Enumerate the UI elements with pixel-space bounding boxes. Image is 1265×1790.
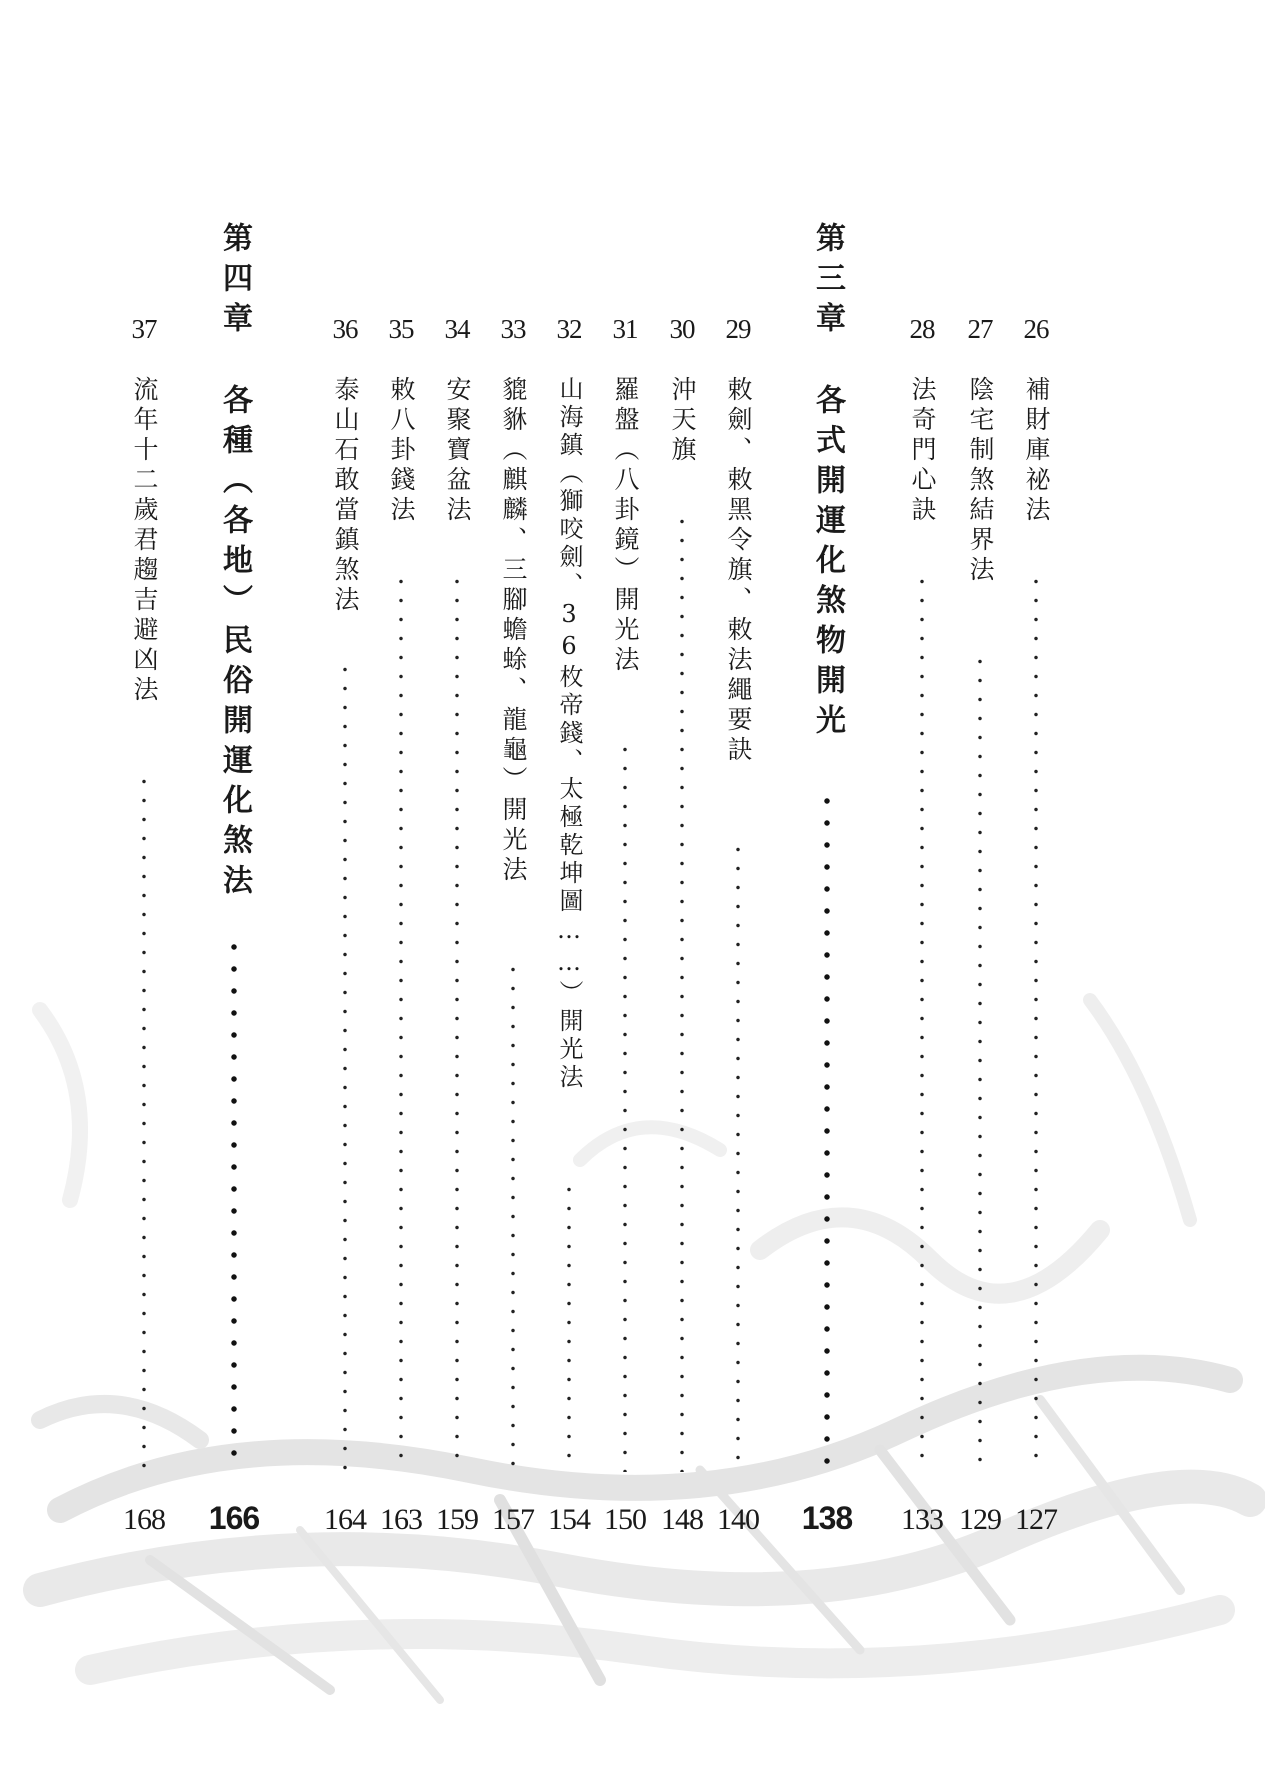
dot-leader (736, 840, 740, 1472)
dot-leader (511, 960, 515, 1472)
entry-number: 26 (1023, 314, 1049, 344)
page-number: 150 (604, 1503, 646, 1536)
dot-leader (623, 740, 627, 1472)
page-number: 157 (492, 1503, 534, 1536)
page-number: 159 (436, 1503, 478, 1536)
toc-entry[interactable] (1016, 0, 1056, 1790)
toc-entry[interactable] (124, 0, 164, 1790)
chapter-heading[interactable] (208, 0, 260, 1790)
dot-leader (567, 1180, 571, 1472)
toc-entry[interactable] (437, 0, 477, 1790)
chapter-label: 第三章 (810, 222, 845, 342)
toc-entry[interactable] (549, 0, 589, 1790)
entry-title: 補財庫祕法 (1022, 376, 1051, 526)
dot-leader (920, 572, 924, 1472)
entry-title: 敕劍、敕黑令旗、敕法繩要訣 (724, 376, 753, 766)
toc-entry[interactable] (325, 0, 365, 1790)
entry-number: 34 (444, 314, 470, 344)
page-number: 127 (1015, 1503, 1057, 1536)
entry-number: 28 (909, 314, 935, 344)
entry-number: 27 (967, 314, 993, 344)
dot-leader (343, 660, 347, 1472)
toc-entry[interactable] (605, 0, 645, 1790)
toc-entry[interactable] (493, 0, 533, 1790)
entry-number: 30 (669, 314, 695, 344)
chapter-heading[interactable] (801, 0, 853, 1790)
entry-number: 32 (556, 314, 582, 344)
entry-number: 31 (612, 314, 638, 344)
chapter-title: 各種（各地）民俗開運化煞法 (217, 384, 252, 904)
chapter-label: 第四章 (217, 222, 252, 342)
entry-number: 29 (725, 314, 751, 344)
entry-title: 敕八卦錢法 (387, 376, 416, 526)
entry-number: 33 (500, 314, 526, 344)
dot-leader (978, 652, 982, 1472)
entry-title: 陰宅制煞結界法 (966, 376, 995, 586)
toc-entry[interactable] (381, 0, 421, 1790)
dot-leader (455, 572, 459, 1472)
page-number: 129 (959, 1503, 1001, 1536)
entry-title: 沖天旗 (668, 376, 697, 466)
page-number: 166 (208, 1500, 260, 1536)
entry-title: 貔貅（麒麟、三腳蟾蜍、龍龜）開光法 (499, 376, 528, 886)
page-number: 154 (548, 1503, 590, 1536)
dot-leader (1034, 572, 1038, 1472)
toc-entry[interactable] (718, 0, 758, 1790)
dot-leader (399, 572, 403, 1472)
page-number: 148 (661, 1503, 703, 1536)
page-number: 138 (801, 1500, 853, 1536)
dot-leader (680, 512, 684, 1472)
page-number: 164 (324, 1503, 366, 1536)
dot-leader (142, 772, 146, 1472)
entry-number: 37 (131, 314, 157, 344)
entry-title: 安聚寶盆法 (443, 376, 472, 526)
page-number: 163 (380, 1503, 422, 1536)
entry-number: 35 (388, 314, 414, 344)
chapter-title: 各式開運化煞物開光 (810, 384, 845, 744)
entry-title: 泰山石敢當鎮煞法 (331, 376, 360, 616)
page-number: 140 (717, 1503, 759, 1536)
entry-title: 羅盤（八卦鏡）開光法 (611, 376, 640, 676)
entry-title: 山海鎮（獅咬劍、36枚帝錢、太極乾坤圖……）開光法 (555, 376, 583, 1092)
page-number: 133 (901, 1503, 943, 1536)
page-number: 168 (123, 1503, 165, 1536)
dot-leader (824, 790, 830, 1472)
toc-entry[interactable] (902, 0, 942, 1790)
dot-leader (231, 936, 237, 1472)
toc-entry[interactable] (662, 0, 702, 1790)
entry-number: 36 (332, 314, 358, 344)
toc-entry[interactable] (960, 0, 1000, 1790)
entry-title: 法奇門心訣 (908, 376, 937, 526)
entry-title: 流年十二歲君趨吉避凶法 (130, 376, 159, 706)
